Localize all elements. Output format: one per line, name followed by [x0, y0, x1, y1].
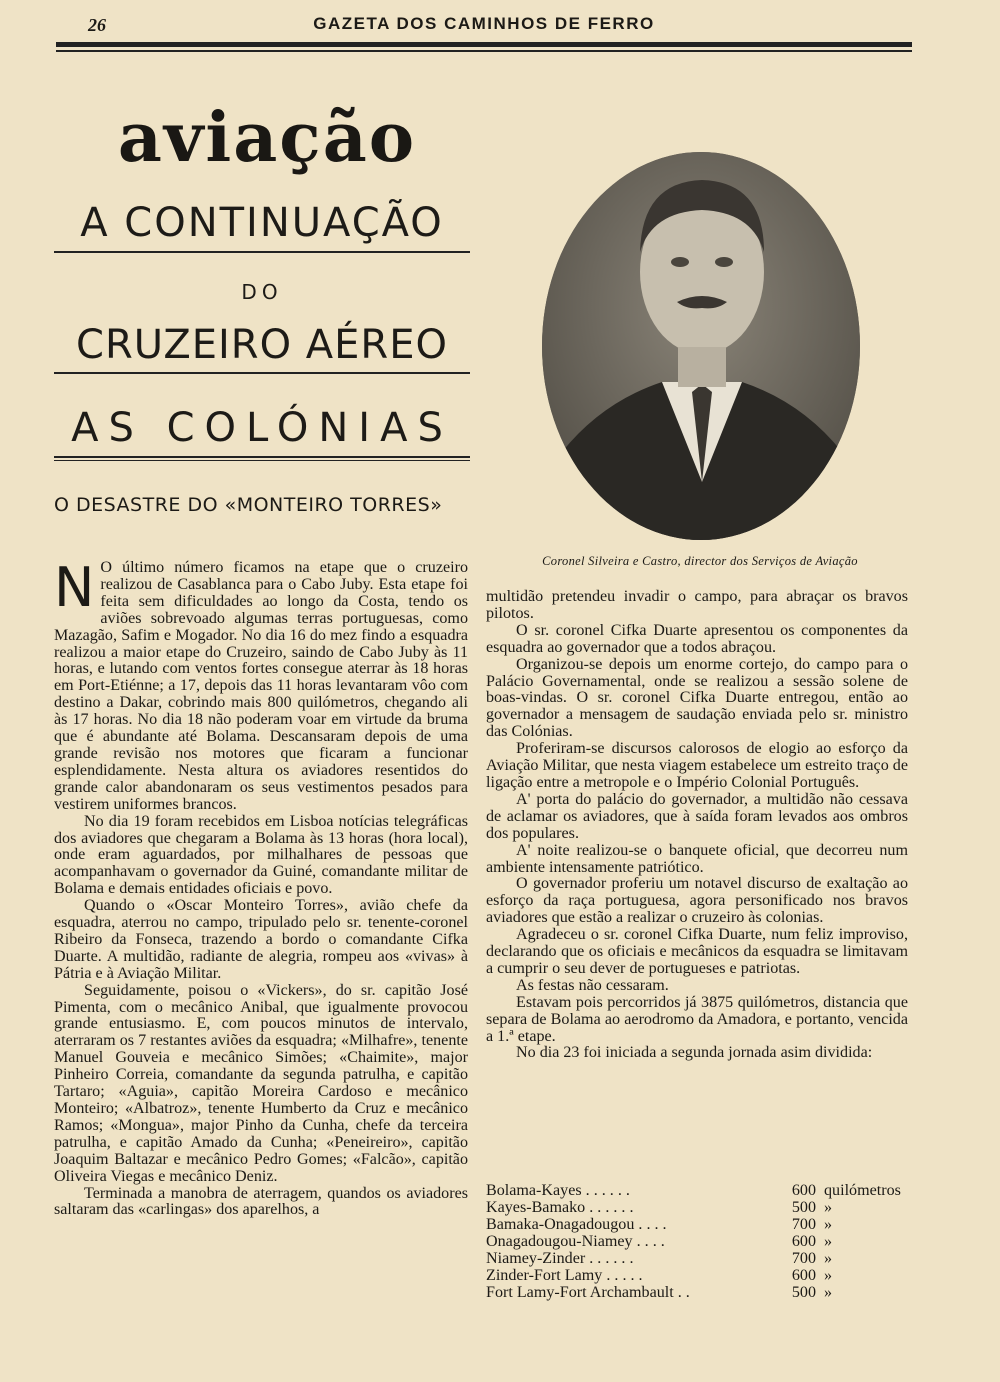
headline-line-2: DO	[241, 280, 283, 304]
route-unit: »	[824, 1216, 833, 1233]
route-unit: »	[824, 1250, 833, 1267]
headline-line-1: A CONTINUAÇÃO	[80, 200, 444, 246]
paragraph: O sr. coronel Cifka Duarte apresentou os componentes da esquadra ao governador que a todos abraçou.	[486, 621, 908, 656]
route-unit: »	[824, 1199, 833, 1216]
route-distance: 500	[791, 1284, 816, 1301]
paragraph: As festas não cessaram.	[516, 976, 669, 994]
route-unit: quilómetros	[824, 1182, 901, 1199]
route-row	[486, 1284, 906, 1301]
paragraph: Seguidamente, poisou o «Vickers», do sr. capitão José Pimenta, com o mecânico Anibal, que igualmente provocou grande entusiasmo. E, com poucos minutos de intervalo, aterraram os 7 restantes aviões da esquadra; «Milhafre», tenente Manuel Gouveia e mecânico Simões; «Chaimite», major Pinheiro Correia, comandante da segunda patrulha, e capitão Tartaro; «Aguia», capitão Moreira Cardoso e mecânico Monteiro; «Albatroz», tenente Humberto da Cruz e mecânico Ramos; «Mongua», major Pinho da Cunha, chefe da terceira patrulha, e capitão Amado da Cunha; «Peneireiro», capitão Joaquim Baltazar e mecânico Pedro Gomes; «Falcão», capitão Oliveira Viegas e mecânico Deniz.	[54, 981, 468, 1185]
journal-title: GAZETA DOS CAMINHOS DE FERRO	[313, 14, 655, 33]
route-row	[486, 1233, 906, 1250]
article-column-right	[486, 589, 908, 1062]
headline-line-4: AS COLÓNIAS	[71, 405, 453, 451]
headline-rule	[54, 372, 470, 374]
paragraph: A' noite realizou-se o banquete oficial, que decorreu num ambiente intensamente patriótico.	[486, 841, 908, 876]
route-name: Bamaka-Onagadougou . . . .	[486, 1216, 667, 1233]
route-row	[486, 1267, 906, 1284]
route-distance: 700	[791, 1250, 816, 1267]
headline-rule-thin	[54, 460, 470, 461]
route-name: Niamey-Zinder . . . . . .	[486, 1250, 634, 1267]
paragraph: No dia 23 foi iniciada a segunda jornada asim dividida:	[516, 1044, 873, 1062]
paragraph: Organizou-se depois um enorme cortejo, do campo para o Palácio Governamental, onde se realizou a sessão solene de boas-vindas. O sr. coronel Cifka Duarte entregou, então ao governador a mensagem de saudação enviada pelo sr. ministro das Colónias.	[486, 655, 908, 741]
paragraph: Terminada a manobra de aterragem, quandos os aviadores saltaram das «carlingas» dos aparelhos, a	[54, 1184, 468, 1219]
route-distance: 600	[791, 1267, 816, 1284]
headline-rule	[54, 251, 470, 253]
photo-caption: Coronel Silveira e Castro, director dos Serviços de Aviação	[542, 554, 858, 568]
route-row	[486, 1250, 906, 1267]
article-column-left	[54, 556, 468, 1219]
route-name: Fort Lamy-Fort Archambault . .	[486, 1284, 690, 1301]
route-row	[486, 1182, 906, 1199]
paragraph: No dia 19 foram recebidos em Lisboa notícias telegráficas dos aviadores que chegaram a Bolama às 13 horas (hora local), onde eram aguardados, por milhalhares de pessoas que acompanhavam o governador da Guiné, comandante militar de Bolama e demais entidades oficiais e povo.	[54, 812, 468, 898]
portrait-photo	[542, 152, 860, 540]
route-name: Zinder-Fort Lamy . . . . .	[486, 1267, 643, 1284]
route-distance: 700	[791, 1216, 816, 1233]
route-distance: 500	[791, 1199, 816, 1216]
route-unit: »	[824, 1284, 833, 1301]
page-number: 26	[88, 15, 106, 35]
route-distance: 600	[791, 1182, 816, 1199]
header-rule	[56, 42, 912, 47]
paragraph: O último número ficamos na etape que o cruzeiro realizou de Casablanca para o Cabo Juby. Esta etape foi feita sem dificuldades ao longo da Costa, tendo os aviões sobrevoado algumas terras portuguesas, como Mazagão, Safim e Mogador. No dia 16 do mez findo a esquadra realizou a maior etape do Cruzeiro, saindo de Cabo Juby às 11 horas, e lutando com ventos fortes consegue aterrar às 18 horas em Port-Etiénne; a 17, depois das 11 horas levantaram vôo com destino a Dakar, cobrindo mais 800 quilómetros, chegando ali às 17 horas. No dia 18 não poderam voar em virtude da bruma que é abundante até Bolama. Descansaram depois de uma grande revisão nos motores que ficaram a funcionar esplendidamente. Nesta altura os aviadores resentidos do grande calor abandonaram os seus vestimentos pesados para vestirem uniformes brancos.	[54, 559, 468, 813]
route-name: Kayes-Bamako . . . . . .	[486, 1199, 634, 1216]
paragraph: multidão pretendeu invadir o campo, para abraçar os bravos pilotos.	[486, 588, 908, 622]
headline-line-3: CRUZEIRO AÉREO	[76, 322, 448, 368]
paragraph: Quando o «Oscar Monteiro Torres», avião chefe da esquadra, aterrou no campo, tripulado pelo sr. tenente-coronel Ribeiro da Fonseca, trazendo a bordo o comandante Cifka Duarte. A multidão, radiante de alegria, rompeu aos «vivas» à Pátria e à Aviação Militar.	[54, 897, 468, 982]
route-row	[486, 1216, 906, 1233]
route-distance: 600	[791, 1233, 816, 1250]
route-name: Onagadougou-Niamey . . . .	[486, 1233, 665, 1250]
route-table	[486, 1182, 906, 1301]
page-header	[56, 12, 912, 38]
drop-cap: N	[54, 556, 95, 619]
header-rule-thin	[56, 50, 912, 52]
paragraph: O governador proferiu um notavel discurso de exaltação ao esforço da raça portuguesa, agora personificado nos bravos aviadores que estão a realizar o cruzeiro às colonias.	[486, 875, 908, 927]
headline-rule	[54, 456, 470, 458]
subheadline: O DESASTRE DO «MONTEIRO TORRES»	[54, 494, 443, 516]
route-unit: »	[824, 1233, 833, 1250]
route-name: Bolama-Kayes . . . . . .	[486, 1182, 630, 1199]
route-unit: »	[824, 1267, 833, 1284]
paragraph: A' porta do palácio do governador, a multidão não cessava de aclamar os aviadores, que à saída foram levados aos ombros dos populares.	[486, 790, 908, 842]
route-row	[486, 1199, 906, 1216]
paragraph: Proferiram-se discursos calorosos de elogio ao esforço da Aviação Militar, que nesta viagem estabelece um estreito traço de ligação entre a metropole e o Império Colonial Português.	[486, 740, 908, 791]
paragraph: Agradeceu o sr. coronel Cifka Duarte, num feliz improviso, declarando que os oficiais e mecânicos da esquadra se limitavam a cumprir o seu dever de portugueses e patriotas.	[486, 926, 908, 977]
section-title: aviação	[117, 98, 417, 178]
paragraph: Estavam pois percorridos já 3875 quilómetros, distancia que separa de Bolama ao aerodromo da Amadora, e portanto, vencida a 1.ª etape.	[486, 993, 908, 1045]
